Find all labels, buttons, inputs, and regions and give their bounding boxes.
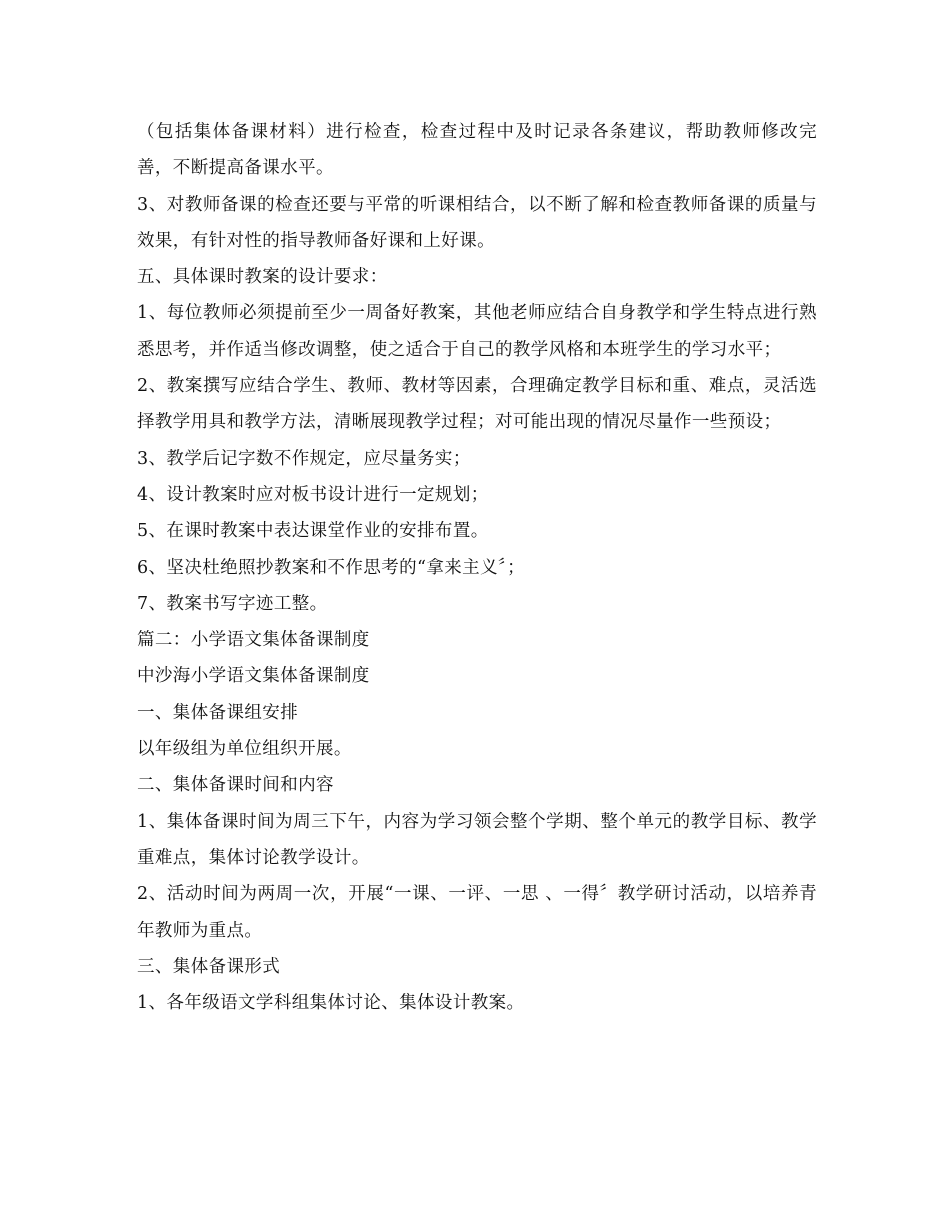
paragraph-requirement-2: 2、教案撰写应结合学生、教师、教材等因素，合理确定教学目标和重、难点，灵活选择教学用具和教学方法，清晰展现教学过程；对可能出现的情况尽量作一些预设； <box>137 376 817 433</box>
paragraph-time-1: 1、集体备课时间为周三下午，内容为学习领会整个学期、整个单元的教学目标、教学重难点，集体讨论教学设计。 <box>137 811 817 868</box>
document-body <box>137 114 817 1021</box>
heading-time-and-content: 二、集体备课时间和内容 <box>137 775 334 796</box>
paragraph-time-2: 2、活动时间为两周一次，开展“一课、一评、一思 、一得〞教学研讨活动，以培养青年教师为重点。 <box>137 884 817 941</box>
paragraph-requirement-5: 5、在课时教案中表达课堂作业的安排布置。 <box>137 521 489 542</box>
paragraph-check-continuation: （包括集体备课材料）进行检查，检查过程中及时记录各条建议，帮助教师修改完善，不断提高备课水平。 <box>137 122 817 179</box>
heading-format: 三、集体备课形式 <box>137 956 281 977</box>
paragraph-requirement-6: 6、坚决杜绝照抄教案和不作思考的“拿来主义〞； <box>137 557 526 578</box>
document-subtitle: 中沙海小学语文集体备课制度 <box>137 666 370 687</box>
paragraph-check-with-observation: 3、对教师备课的检查还要与平常的听课相结合，以不断了解和检查教师备课的质量与效果，有针对性的指导教师备好课和上好课。 <box>137 194 817 251</box>
paragraph-format-1: 1、各年级语文学科组集体讨论、集体设计教案。 <box>137 993 525 1014</box>
paragraph-requirement-7: 7、教案书写字迹工整。 <box>137 593 328 614</box>
paragraph-requirement-4: 4、设计教案时应对板书设计进行一定规划； <box>137 484 489 505</box>
paragraph-requirement-3: 3、教学后记字数不作规定，应尽量务实； <box>137 448 471 469</box>
heading-lesson-plan-requirements: 五、具体课时教案的设计要求： <box>137 267 388 288</box>
section-title-part-two: 篇二：小学语文集体备课制度 <box>137 630 370 651</box>
heading-group-arrangement: 一、集体备课组安排 <box>137 702 299 723</box>
paragraph-requirement-1: 1、每位教师必须提前至少一周备好教案，其他老师应结合自身教学和学生特点进行熟悉思考，并作适当修改调整，使之适合于自己的教学风格和本班学生的学习水平； <box>137 303 817 360</box>
paragraph-group-arrangement: 以年级组为单位组织开展。 <box>137 739 352 760</box>
